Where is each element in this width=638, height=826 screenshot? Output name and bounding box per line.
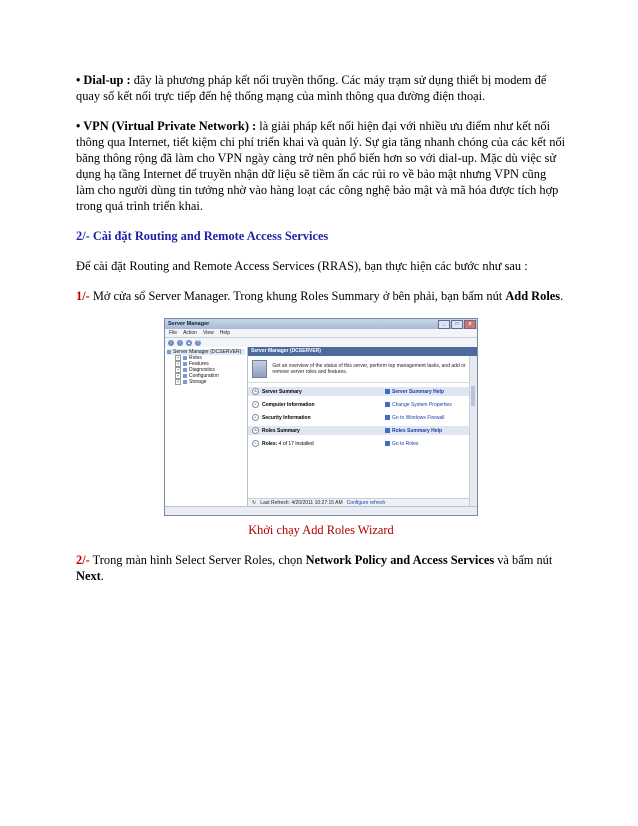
dialup-paragraph	[76, 72, 566, 104]
main-pane-header: Server Manager (DCSERVER)	[248, 347, 477, 356]
intro-paragraph: Để cài đặt Routing and Remote Access Services (RRAS), bạn thực hiện các bước như sau :	[76, 259, 528, 273]
window-titlebar	[165, 319, 477, 329]
dialup-text: đây là phương pháp kết nối truyền thống. Các máy trạm sử dụng thiết bị modem để quay số kết nối trực tiếp đến hệ thống mạng của mình thông qua đường điện thoại.	[76, 73, 547, 103]
change-system-properties-link[interactable]: Change System Properties	[385, 402, 473, 408]
step2-bold-service: Network Policy and Access Services	[305, 553, 495, 567]
step1-paragraph	[76, 288, 566, 304]
expand-icon[interactable]: +	[176, 355, 180, 360]
go-to-roles-link[interactable]: Go to Roles	[385, 441, 473, 447]
firewall-icon	[385, 415, 390, 420]
tree-item-diagnostics[interactable]: + Diagnostics	[176, 367, 215, 373]
roles-link-icon	[385, 441, 390, 446]
properties-icon	[385, 402, 390, 407]
tree-item-server-manager[interactable]: Server Manager (DCSERVER)	[167, 349, 245, 355]
roles-summary-bar[interactable]	[248, 426, 477, 435]
navigation-tree	[165, 347, 248, 507]
step1-end: .	[560, 289, 564, 303]
step2-text: Trong màn hình Select Server Roles, chọn	[89, 553, 306, 567]
security-information-title: Security Information	[262, 414, 311, 421]
tree-item-configuration[interactable]: + Configuration	[176, 373, 219, 379]
section-heading: 2/- Cài đặt Routing and Remote Access Services	[76, 229, 329, 243]
expand-icon[interactable]: +	[176, 361, 180, 366]
menu-help[interactable]: Help	[219, 330, 231, 336]
step1-number: 1/-	[76, 289, 90, 303]
tree-item-features[interactable]: + Features	[176, 361, 209, 367]
step1-text: Mở cửa sổ Server Manager. Trong khung Roles Summary ở bên phải, bạn bấm nút	[89, 289, 506, 303]
features-icon	[183, 362, 187, 366]
server-summary-bar[interactable]	[248, 387, 477, 396]
help-link-icon	[385, 389, 390, 394]
window-body	[165, 347, 477, 507]
collapse-icon[interactable]: ^	[252, 414, 259, 421]
overview-text: Get an overview of the status of this server, perform top management tasks, and add or remove server roles and features.	[272, 363, 466, 375]
last-refresh-text: Last Refresh: 4/20/2011 10:27:15 AM	[260, 500, 343, 506]
menu-bar	[165, 329, 477, 338]
collapse-icon[interactable]: ^	[252, 440, 259, 447]
window-title: Server Manager	[168, 321, 210, 327]
back-icon[interactable]: ‹	[168, 340, 174, 346]
vpn-term: • VPN (Virtual Private Network) :	[76, 119, 257, 133]
refresh-icon: ↻	[252, 500, 257, 506]
figure-caption: Khởi chạy Add Roles Wizard	[248, 523, 394, 537]
configure-refresh-link[interactable]: Configure refresh	[346, 500, 386, 506]
server-icon	[167, 350, 171, 354]
overview-section	[248, 356, 477, 383]
document-page	[76, 72, 566, 598]
close-button[interactable]: x	[464, 320, 476, 329]
vpn-text: là giải pháp kết nối hiện đại với nhiều ưu điểm như kết nối thông qua Internet, tiết kiệm chi phí triển khai và quản lý. Sự gia tăng nhanh chóng của các kết nối băng thông rộng đã làm cho VPN ngày càng trở nên phổ biến hơn so với dial-up. Mặc dù việc sử dụng hạ tầng Internet để truyền nhận dữ liệu sẽ tiềm ẩn các rủi ro về bảo mật nhưng VPN cũng làm cho người dùng tin tưởng nhờ vào hàng loạt các công nghệ bảo mật và mã hóa được tích hợp trong quá trình triển khai.	[76, 119, 566, 213]
server-manager-screenshot	[164, 318, 478, 516]
server-summary-help-link[interactable]: Server Summary Help	[385, 389, 473, 395]
collapse-icon[interactable]: ^	[252, 388, 259, 395]
collapse-icon[interactable]: ^	[252, 401, 259, 408]
help-icon[interactable]: ?	[196, 339, 200, 346]
roles-icon	[183, 356, 187, 360]
server-summary-title: Server Summary	[262, 388, 302, 395]
window-status-bar	[165, 506, 477, 515]
up-icon[interactable]: ▴	[187, 339, 191, 346]
configuration-icon	[183, 374, 187, 378]
computer-information-row	[248, 400, 477, 409]
vpn-paragraph	[76, 118, 566, 214]
menu-file[interactable]: File	[169, 330, 178, 336]
storage-icon	[183, 380, 187, 384]
step2-end: .	[100, 569, 104, 583]
dialup-term: • Dial-up :	[76, 73, 131, 87]
step2-paragraph	[76, 552, 566, 584]
step2-mid: và bấm nút	[494, 553, 553, 567]
computer-information-title: Computer Information	[262, 401, 315, 408]
help-link-icon	[385, 428, 390, 433]
roles-info: Roles: 4 of 17 installed	[262, 440, 314, 447]
forward-icon[interactable]: ›	[177, 340, 183, 346]
step2-number: 2/-	[76, 553, 90, 567]
tree-item-storage[interactable]: + Storage	[176, 379, 207, 385]
tree-item-roles[interactable]: + Roles	[176, 355, 202, 361]
roles-summary-title: Roles Summary	[262, 427, 300, 434]
diagnostics-icon	[183, 368, 187, 372]
scroll-thumb[interactable]	[471, 386, 475, 406]
server-manager-icon	[252, 360, 267, 378]
security-information-row	[248, 413, 477, 422]
roles-summary-help-link[interactable]: Roles Summary Help	[385, 428, 473, 434]
expand-icon[interactable]: +	[176, 379, 180, 384]
menu-action[interactable]: Action	[183, 330, 197, 336]
collapse-icon[interactable]: ^	[252, 427, 259, 434]
roles-row	[248, 439, 477, 448]
go-to-firewall-link[interactable]: Go to Windows Firewall	[385, 415, 473, 421]
expand-icon[interactable]: +	[176, 367, 180, 372]
step2-bold-next: Next	[76, 569, 101, 583]
step1-bold: Add Roles	[505, 289, 561, 303]
minimize-button[interactable]: _	[438, 320, 450, 329]
main-pane	[248, 347, 477, 507]
menu-view[interactable]: View	[202, 330, 214, 336]
vertical-scrollbar[interactable]	[469, 356, 477, 507]
expand-icon[interactable]: +	[176, 373, 180, 378]
maximize-button[interactable]: □	[451, 320, 463, 329]
